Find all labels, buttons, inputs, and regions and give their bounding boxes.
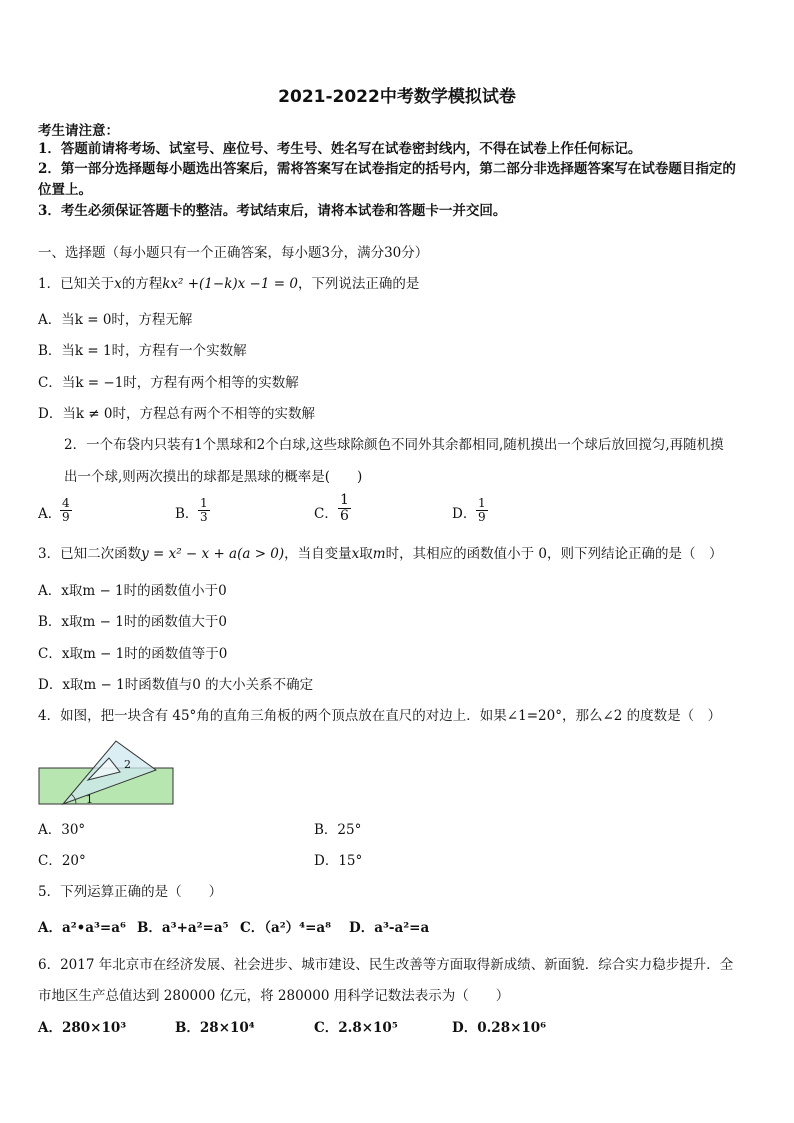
- question-6-option-c: C．2.8×10⁵: [314, 1020, 398, 1036]
- question-5-stem: 5．下列运算正确的是（ ）: [38, 884, 223, 900]
- question-2-stem: 2．一个布袋内只装有1个黑球和2个白球,这些球除颜色不同外其余都相同,随机摸出一个球后放回搅匀,再随机摸: [64, 437, 724, 453]
- notice-heading: 考生请注意：: [38, 123, 119, 139]
- question-2-option-c-fraction: $\frac{1}{6}$: [340, 492, 349, 524]
- question-2-option-b-label: B．: [175, 506, 199, 522]
- question-5-option-d: D．a³-a²=a: [349, 920, 430, 936]
- question-1-stem: 1．已知关于x的方程kx² +(1−k)x −1 = 0，下列说法正确的是: [38, 276, 420, 292]
- question-3-option-d: D．x取m − 1时函数值与0 的大小关系不确定: [38, 677, 314, 693]
- question-2-stem-cont: 出一个球,则两次摸出的球都是黑球的概率是( ): [64, 469, 363, 485]
- section-heading: 一、选择题（每小题只有一个正确答案，每小题3分，满分30分）: [38, 245, 429, 261]
- question-1-option-d: D．当k ≠ 0时，方程总有两个不相等的实数解: [38, 406, 315, 422]
- question-5-option-a: A．a²•a³=a⁶: [38, 920, 126, 936]
- question-6-option-b: B．28×10⁴: [175, 1020, 255, 1036]
- angle-1-label: 1: [86, 793, 93, 806]
- question-1-option-c: C．当k = −1时，方程有两个相等的实数解: [38, 375, 299, 391]
- notice-item-2-cont: 位置上。: [38, 182, 92, 198]
- question-3-option-c: C．x取m − 1时的函数值等于0: [38, 646, 228, 662]
- question-1-option-a: A．当k = 0时，方程无解: [38, 312, 193, 328]
- question-4-figure: [36, 738, 178, 808]
- question-3-stem: 3．已知二次函数y = x² − x + a(a > 0)，当自变量x取m时，其相应的函数值小于 0，则下列结论正确的是（ ）: [38, 546, 723, 562]
- question-2-option-d-fraction: $\frac{1}{9}$: [478, 496, 486, 524]
- question-4-option-a: A．30°: [38, 822, 86, 838]
- question-6-option-d: D．0.28×10⁶: [452, 1020, 547, 1036]
- question-4-option-d: D．15°: [314, 853, 363, 869]
- page-title: 2021-2022中考数学模拟试卷: [278, 87, 516, 107]
- question-2-option-a-label: A．: [38, 506, 62, 522]
- question-6-stem: 6．2017 年北京市在经济发展、社会进步、城市建设、民生改善等方面取得新成绩、新面貌．综合实力稳步提升．全: [38, 957, 734, 973]
- question-3-option-a: A．x取m − 1时的函数值小于0: [38, 583, 227, 599]
- question-4-stem: 4．如图，把一块含有 45°角的直角三角板的两个顶点放在直尺的对边上．如果∠1=20°，那么∠2 的度数是（ ）: [38, 708, 722, 724]
- notice-item-3: 3．考生必须保证答题卡的整洁。考试结束后，请将本试卷和答题卡一并交回。: [38, 203, 507, 219]
- question-5-option-b: B．a³+a²=a⁵: [137, 920, 229, 936]
- question-3-function: y = x² − x + a(a > 0): [141, 546, 285, 562]
- question-4-option-c: C．20°: [38, 853, 86, 869]
- notice-item-2: 2．第一部分选择题每小题选出答案后，需将答案写在试卷指定的括号内，第二部分非选择题答案写在试卷题目指定的: [38, 161, 736, 177]
- question-4-option-b: B．25°: [314, 822, 362, 838]
- question-2-option-a-fraction: $\frac{4}{9}$: [62, 496, 70, 524]
- question-5-option-c: C．（a²）⁴=a⁸: [240, 920, 332, 936]
- question-2-option-b-fraction: $\frac{1}{3}$: [200, 496, 208, 524]
- question-6-stem-cont: 市地区生产总值达到 280000 亿元，将 280000 用科学记数法表示为（ ）: [38, 988, 510, 1004]
- notice-item-1: 1．答题前请将考场、试室号、座位号、考生号、姓名写在试卷密封线内，不得在试卷上作任何标记。: [38, 141, 642, 157]
- angle-2-label: 2: [124, 758, 131, 771]
- question-1-equation: kx² +(1−k)x −1 = 0: [162, 276, 298, 292]
- question-2-option-d-label: D．: [452, 506, 477, 522]
- question-2-option-c-label: C．: [314, 506, 338, 522]
- question-3-option-b: B．x取m − 1时的函数值大于0: [38, 614, 227, 630]
- question-6-option-a: A．280×10³: [38, 1020, 127, 1036]
- question-1-option-b: B．当k = 1时，方程有一个实数解: [38, 343, 247, 359]
